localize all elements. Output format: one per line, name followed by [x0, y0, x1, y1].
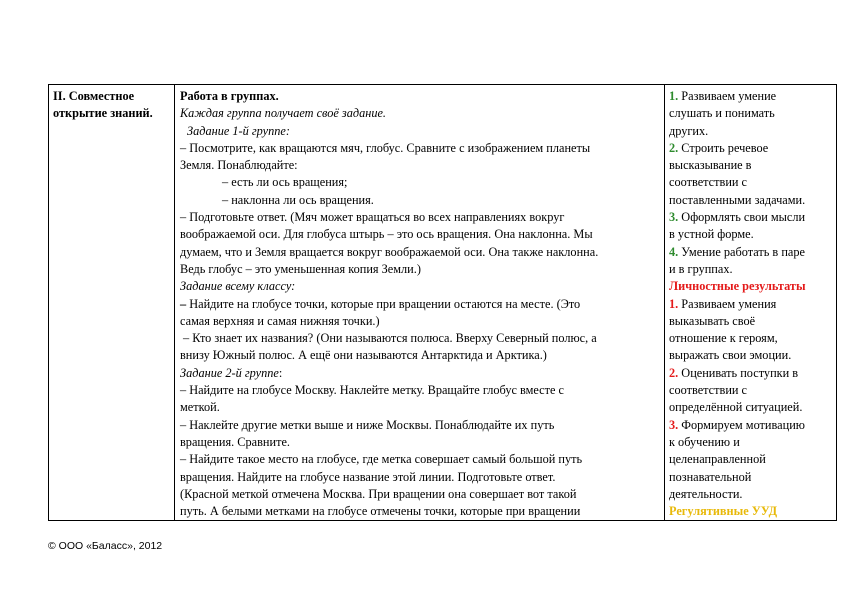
activity-column [175, 85, 665, 520]
uud-line [669, 244, 832, 261]
item-number: 3. [669, 417, 679, 432]
uud-line: в устной форме. [669, 227, 754, 242]
uud-line [669, 296, 832, 313]
personal-results-heading: Личностные результаты [669, 279, 806, 294]
task-2-label: Задание 2-й группе [180, 365, 279, 380]
uud-line: выказывать своё [669, 313, 756, 328]
uud-line: поставленными задачами. [669, 192, 806, 207]
dash: – [180, 296, 187, 311]
uud-line [669, 417, 832, 434]
text-line: путь. А белыми метками на глобусе отмечены точки, которые при вращении [180, 504, 581, 519]
item-number: 3. [669, 210, 679, 225]
text-span: Формируем мотивацию [678, 417, 805, 432]
lesson-table [48, 84, 837, 521]
task-class-label: Задание всему классу: [180, 279, 296, 294]
uud-line [669, 209, 832, 226]
text-line: – Найдите такое место на глобусе, где метка совершает самый большой путь [180, 452, 583, 467]
task-2-label-line [180, 365, 659, 382]
text-line: самая верхняя и самая нижняя точки.) [180, 313, 380, 328]
uud-line: соответствии с [669, 175, 748, 190]
uud-line: деятельности. [669, 486, 743, 501]
item-number: 1. [669, 89, 679, 103]
text-span: Найдите на глобусе точки, которые при вращении остаются на месте. (Это [186, 296, 581, 311]
text-span: Развиваем умения [678, 296, 777, 311]
text-line: – Кто знает их названия? (Они называются полюса. Вверху Северный полюс, а [183, 331, 597, 346]
copyright-footer: © ООО «Баласс», 2012 [48, 540, 163, 552]
text-line [180, 296, 659, 313]
text-line: вращения. Найдите на глобусе название этой линии. Подготовьте ответ. [180, 469, 556, 484]
text-line: – есть ли ось вращения; [222, 175, 348, 190]
text-line: Ведь глобус – это уменьшенная копия Земли.) [180, 261, 421, 276]
uud-line: познавательной [669, 469, 752, 484]
text-line: вращения. Сравните. [180, 434, 290, 449]
item-number: 1. [669, 296, 679, 311]
text-span: Оценивать поступки в [678, 365, 799, 380]
text-span: Развиваем умение [678, 89, 777, 103]
task-1-label: Задание 1-й группе: [187, 123, 290, 138]
uud-line [669, 88, 832, 105]
text-span: Строить речевое [678, 140, 769, 155]
uud-line [669, 140, 832, 157]
uud-line: соответствии с [669, 383, 748, 398]
text-line: – Найдите на глобусе Москву. Наклейте метку. Вращайте глобус вместе с [180, 383, 564, 398]
uud-line: других. [669, 123, 709, 138]
stage-title-line-1: II. Совместное [53, 89, 135, 103]
activity-intro: Каждая группа получает своё задание. [180, 106, 386, 121]
uud-line: отношение к героям, [669, 331, 778, 346]
item-number: 2. [669, 365, 679, 380]
uud-line: к обучению и [669, 434, 740, 449]
uud-line: целенаправленной [669, 452, 766, 467]
stage-column [49, 85, 175, 520]
colon: : [278, 365, 283, 380]
uud-column [665, 85, 836, 520]
text-line: (Красной меткой отмечена Москва. При вращении она совершает вот такой [180, 486, 577, 501]
text-line: внизу Южный полюс. А ещё они называются Антарктида и Арктика.) [180, 348, 547, 363]
text-line: – Подготовьте ответ. (Мяч может вращаться во всех направлениях вокруг [180, 210, 565, 225]
text-line: – Наклейте другие метки выше и ниже Москвы. Понаблюдайте их путь [180, 417, 555, 432]
uud-line: и в группах. [669, 261, 733, 276]
text-line: меткой. [180, 400, 220, 415]
uud-line: выражать свои эмоции. [669, 348, 792, 363]
uud-line: высказывание в [669, 158, 752, 173]
text-span: Оформлять свои мысли [678, 210, 806, 225]
text-line: думаем, что и Земля вращается вокруг воображаемой оси. Она также наклонна. [180, 244, 599, 259]
uud-line: слушать и понимать [669, 106, 775, 121]
item-number: 4. [669, 244, 679, 259]
text-line: – Посмотрите, как вращаются мяч, глобус. Сравните с изображением планеты [180, 140, 591, 155]
regulative-uud-heading: Регулятивные УУД [669, 504, 778, 519]
uud-line: определённой ситуацией. [669, 400, 803, 415]
uud-line [669, 365, 832, 382]
text-line: – наклонна ли ось вращения. [222, 192, 374, 207]
text-line: Земля. Понаблюдайте: [180, 158, 298, 173]
stage-title-line-2: открытие знаний. [53, 106, 153, 121]
text-line: воображаемой оси. Для глобуса штырь – это ось вращения. Она наклонна. Мы [180, 227, 593, 242]
item-number: 2. [669, 140, 679, 155]
activity-title: Работа в группах. [180, 89, 279, 103]
text-span: Умение работать в паре [678, 244, 805, 259]
